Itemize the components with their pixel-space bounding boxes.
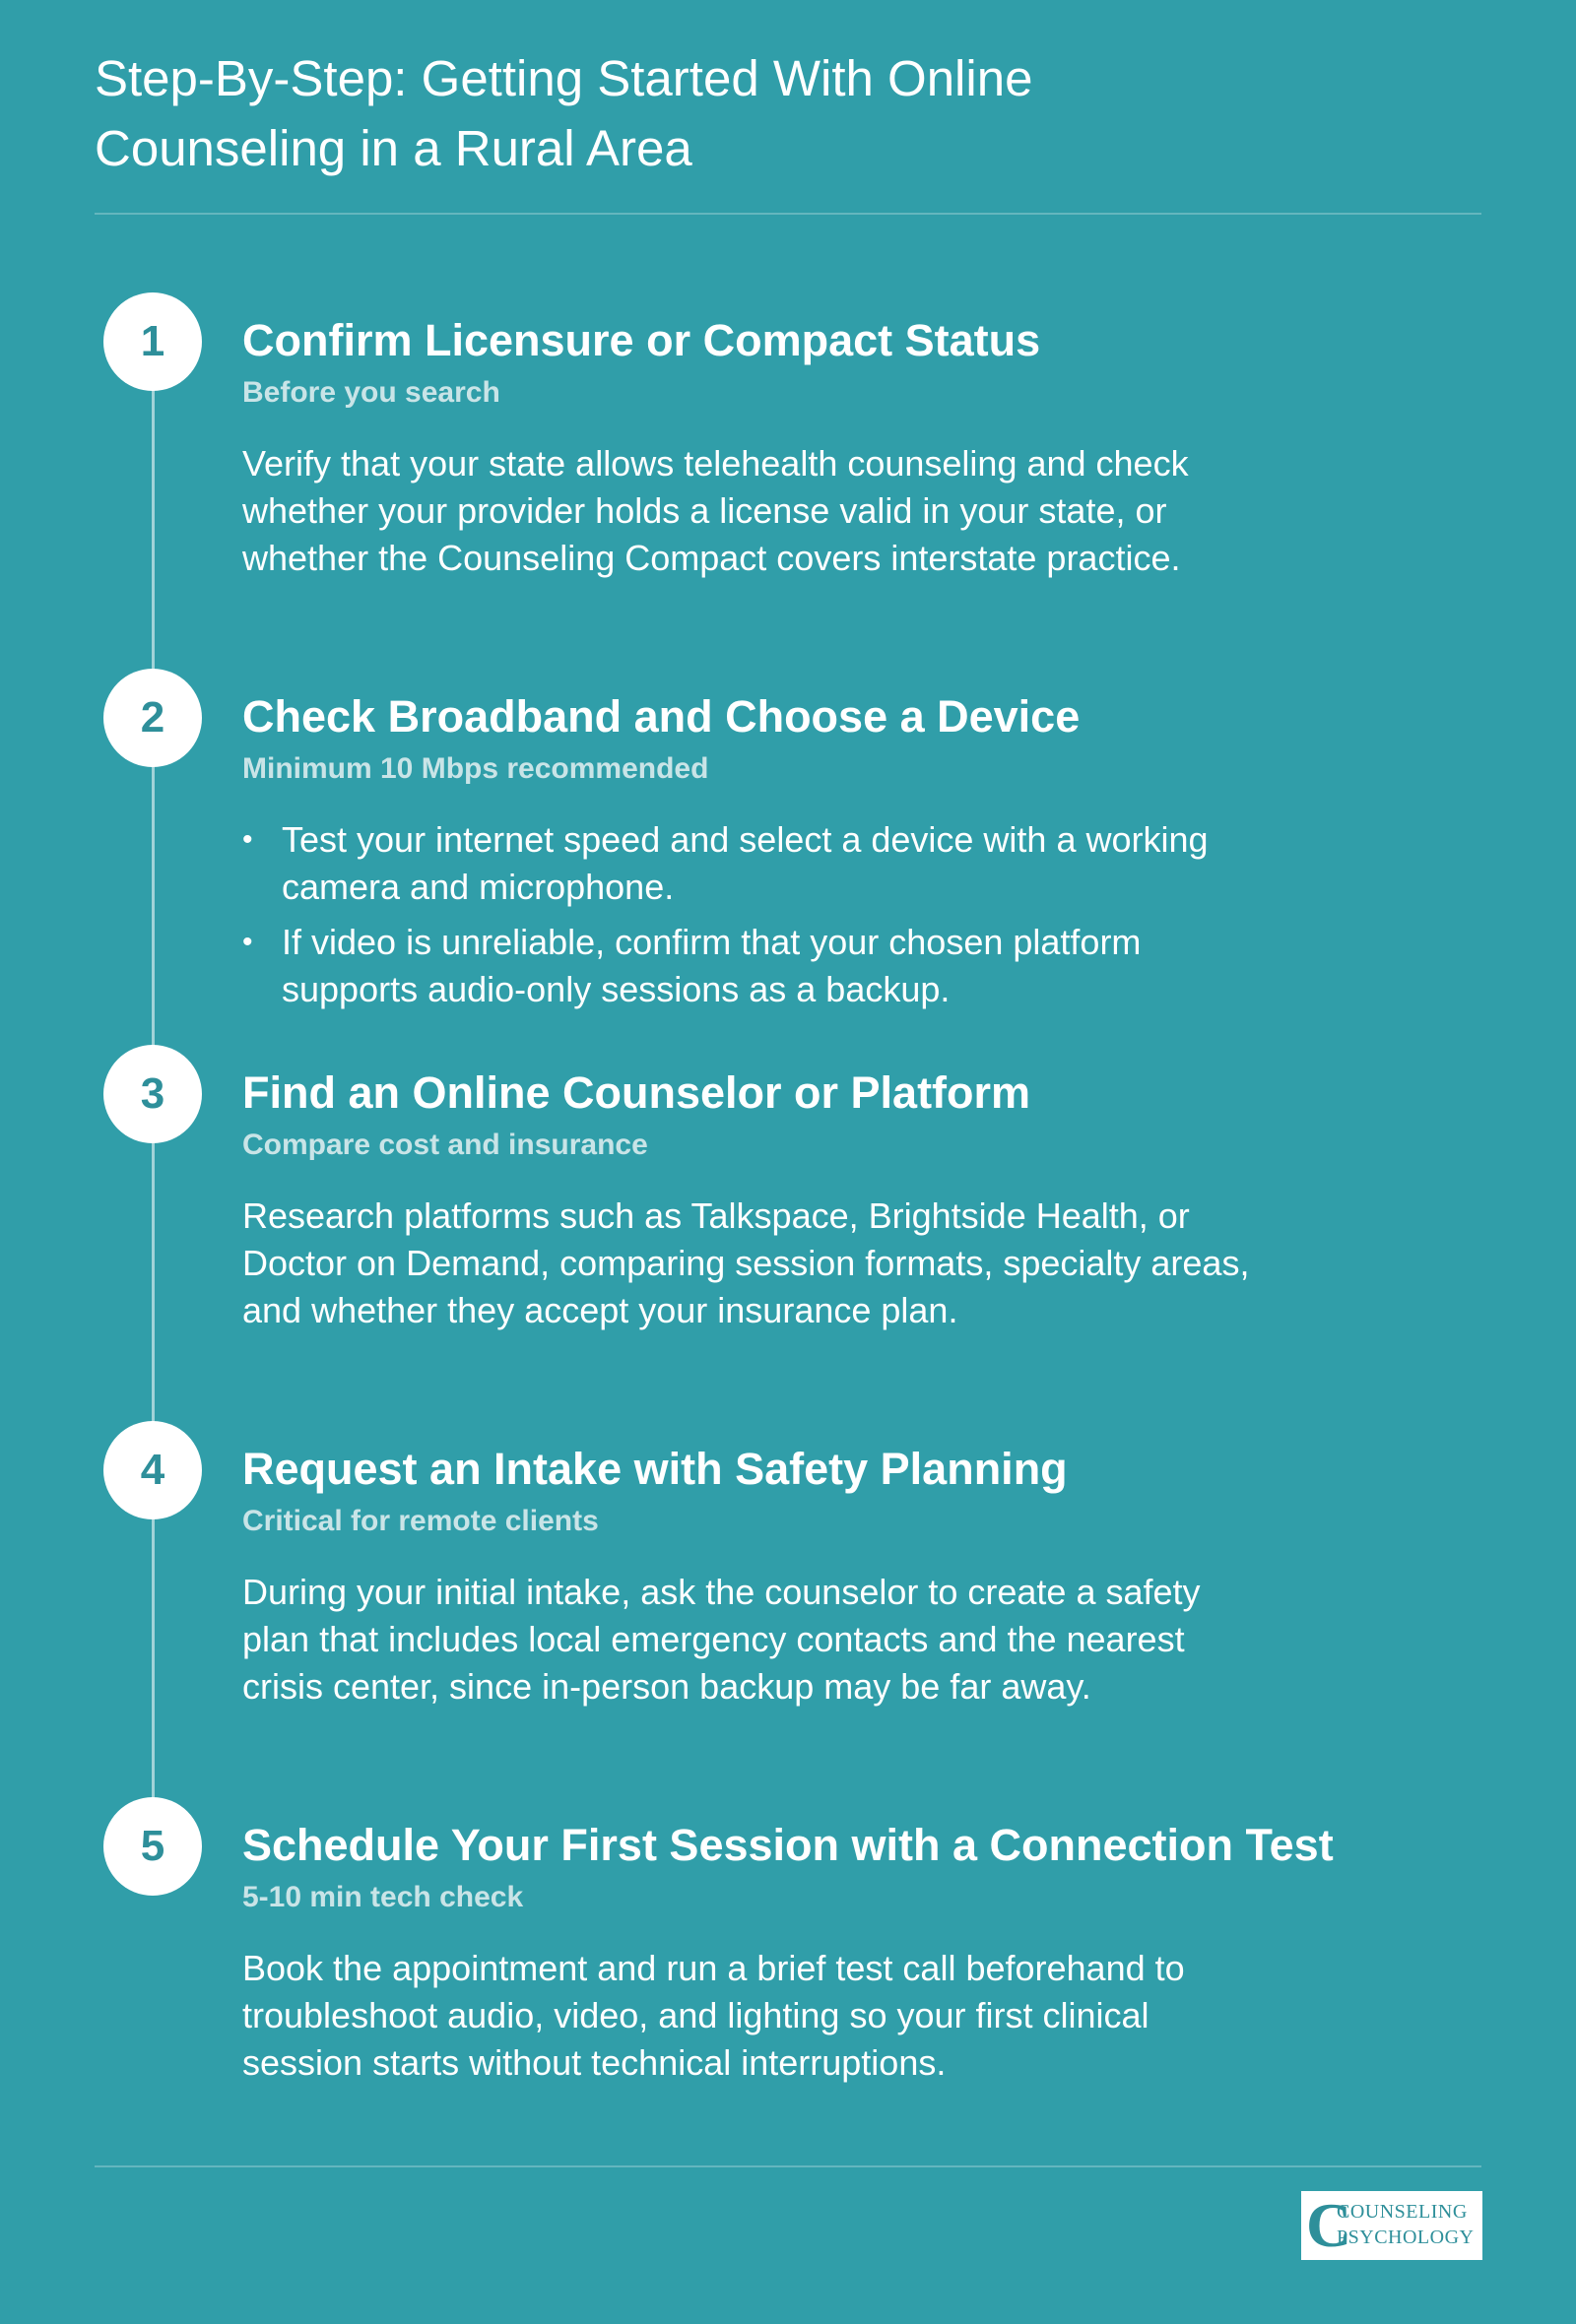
step-body: Verify that your state allows telehealth counseling and check whether your provider holds a license valid in your state, or whether the Counseling Compact covers interstate practice. bbox=[242, 443, 1189, 578]
step-body: During your initial intake, ask the counselor to create a safety plan that includes local emergency contacts and the nearest crisis center, since in-person backup may be far away. bbox=[242, 1572, 1201, 1707]
bullet-item bbox=[242, 816, 1227, 911]
bullet-text: If video is unreliable, confirm that your chosen platform supports audio-only sessions as a backup. bbox=[282, 922, 1142, 1009]
step-title: Schedule Your First Session with a Connection Test bbox=[242, 1820, 1334, 1870]
step-subtitle: Minimum 10 Mbps recommended bbox=[242, 752, 709, 785]
step-number-badge: 5 bbox=[103, 1797, 202, 1896]
page-title: Step-By-Step: Getting Started With Online Counseling in a Rural Area bbox=[95, 50, 1033, 176]
step-subtitle: Critical for remote clients bbox=[242, 1505, 599, 1537]
bullet-text: Test your internet speed and select a device with a working camera and microphone. bbox=[282, 819, 1209, 907]
step-subtitle: Before you search bbox=[242, 376, 500, 409]
step-title: Request an Intake with Safety Planning bbox=[242, 1444, 1068, 1494]
bullet-icon: • bbox=[242, 823, 253, 856]
logo-text-line2: PSYCHOLOGY bbox=[1337, 2227, 1475, 2248]
step-number-badge: 3 bbox=[103, 1045, 202, 1143]
step-title: Confirm Licensure or Compact Status bbox=[242, 315, 1041, 365]
step-number-badge: 4 bbox=[103, 1421, 202, 1519]
step-bullet-list bbox=[242, 816, 1227, 1021]
bullet-icon: • bbox=[242, 926, 253, 958]
logo-initial: C bbox=[1306, 2190, 1352, 2260]
step-body: Book the appointment and run a brief test call beforehand to troubleshoot audio, video, and lighting so your first clinical session starts without technical interruptions. bbox=[242, 1948, 1185, 2083]
bullet-item bbox=[242, 919, 1227, 1013]
step-number-badge: 2 bbox=[103, 669, 202, 767]
step-subtitle: Compare cost and insurance bbox=[242, 1129, 648, 1161]
step-subtitle: 5-10 min tech check bbox=[242, 1881, 524, 1913]
step-title: Find an Online Counselor or Platform bbox=[242, 1067, 1031, 1118]
step-body: Research platforms such as Talkspace, Brightside Health, or Doctor on Demand, comparing session formats, specialty areas, and whether they accept your insurance plan. bbox=[242, 1195, 1250, 1330]
footer-divider bbox=[95, 2165, 1481, 2167]
step-number-badge: 1 bbox=[103, 292, 202, 391]
step-title: Check Broadband and Choose a Device bbox=[242, 691, 1081, 742]
counseling-psychology-logo bbox=[1301, 2191, 1482, 2260]
logo-text-line1: COUNSELING bbox=[1337, 2201, 1468, 2223]
header-divider bbox=[95, 213, 1481, 215]
